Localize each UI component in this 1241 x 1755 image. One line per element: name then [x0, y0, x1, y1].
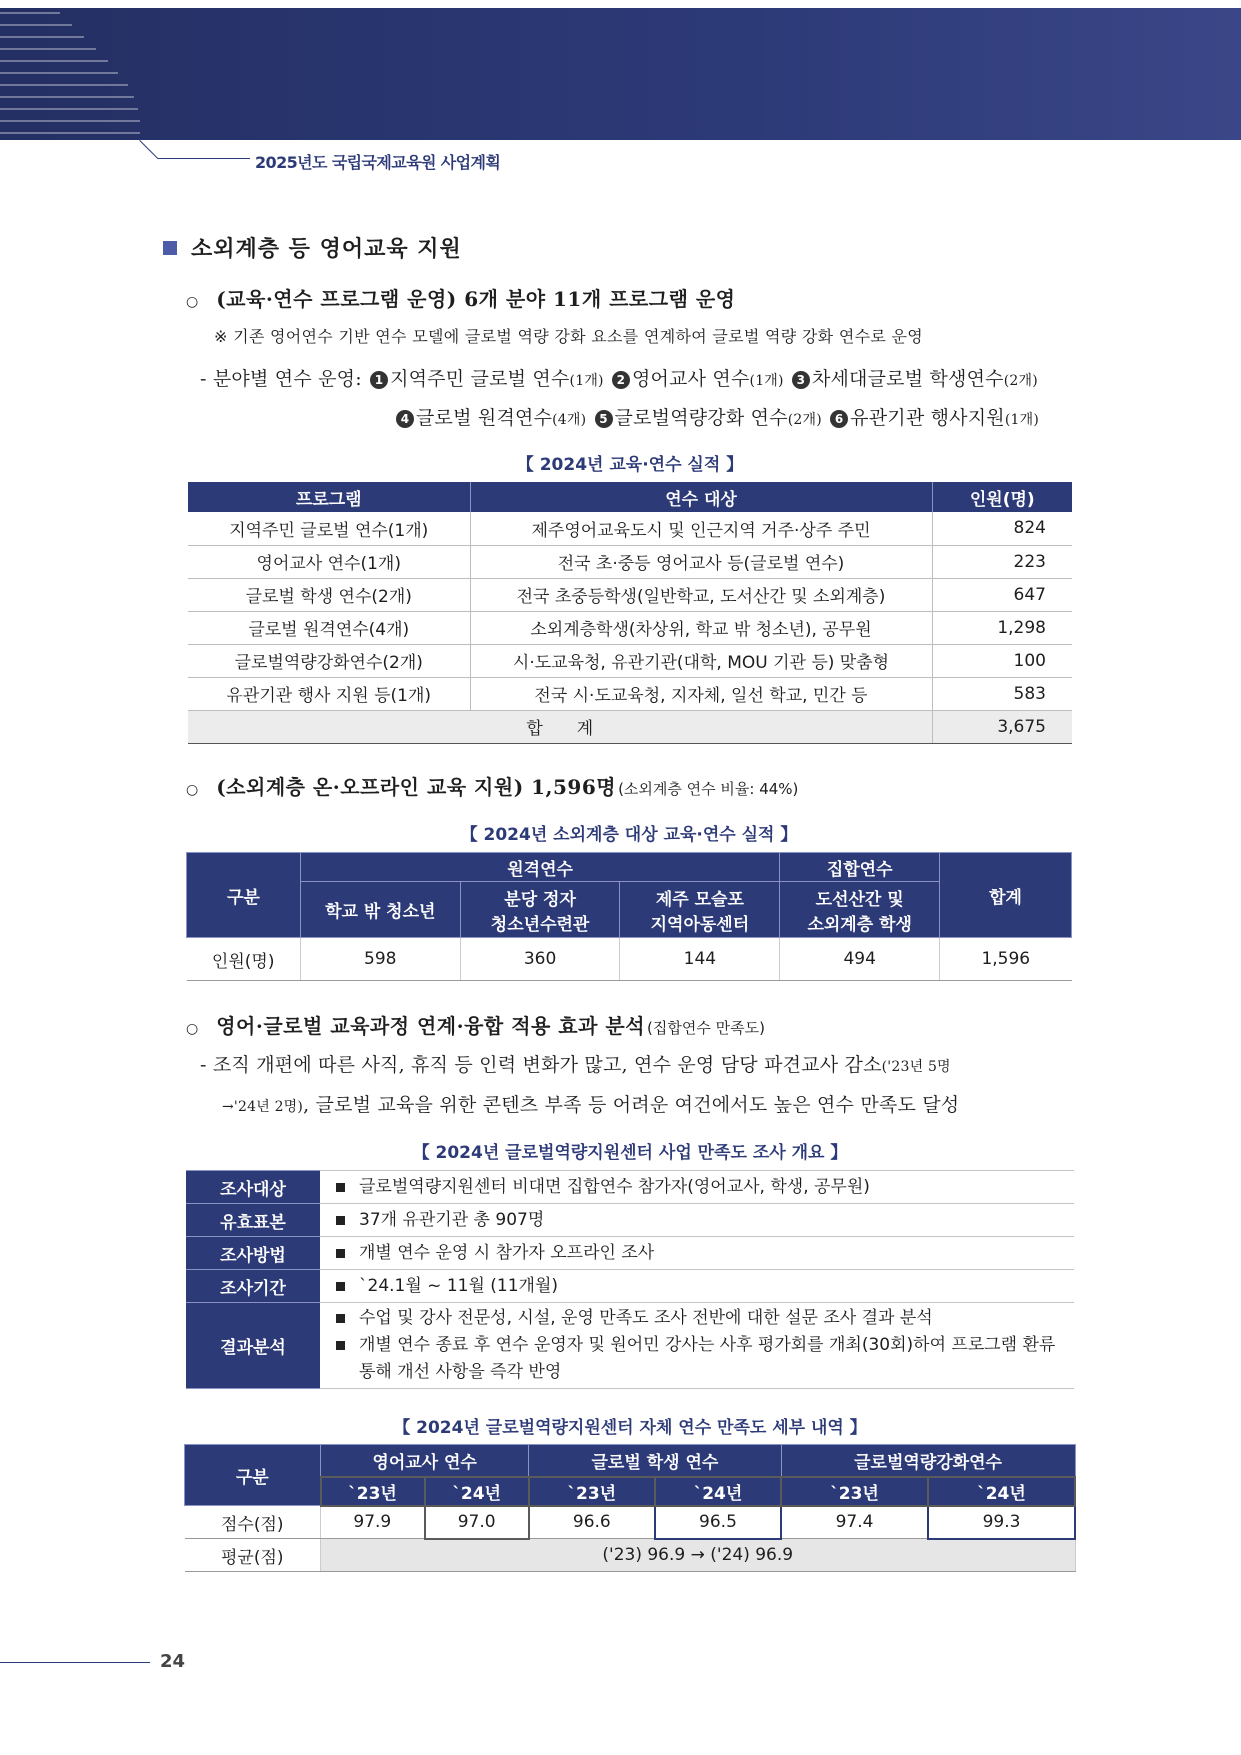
score-cell: 96.5 [655, 1506, 781, 1539]
year-header: `24년 [655, 1477, 781, 1506]
row-label: 점수(점) [185, 1506, 321, 1539]
score-cell: 99.3 [928, 1506, 1075, 1539]
bullet-text: 수업 및 강사 전문성, 시설, 운영 만족도 조사 전반에 대한 설문 조사 결과 분석 [359, 1308, 933, 1328]
col-header-program: 프로그램 [188, 482, 470, 512]
subheader-line: 지역아동센터 [650, 914, 750, 935]
subheader-line: 분당 정자 [504, 889, 576, 910]
table-row [186, 1204, 1074, 1237]
value-cell [320, 1303, 1074, 1389]
training-results-table [188, 482, 1072, 744]
banner-stripe [0, 96, 134, 98]
number-6-icon: 6 [830, 410, 848, 428]
square-bullet-icon [336, 1341, 345, 1350]
subheader-line: 도선산간 및 [815, 889, 904, 910]
subheader-cell [620, 882, 780, 938]
item2-sub: (소외계층 연수 비율: 44%) [618, 780, 799, 798]
row-label: 조사대상 [186, 1171, 320, 1204]
banner-stripe [0, 120, 140, 122]
value-cell: 144 [620, 938, 780, 981]
item1-heading-line [186, 283, 736, 312]
col-header-category: 구분 [187, 853, 301, 938]
program-cell: 유관기관 행사 지원 등(1개) [188, 677, 470, 710]
group-header: 영어교사 연수 [321, 1445, 529, 1477]
item3-sub: (집합연수 만족도) [647, 1019, 765, 1037]
banner-stripe [0, 12, 60, 14]
item1-fields-line2 [394, 403, 1039, 430]
square-bullet-icon [336, 1249, 345, 1258]
section-heading [163, 232, 462, 263]
banner-stripe [0, 36, 84, 38]
item2-heading-line [186, 771, 798, 800]
header-banner [0, 8, 1241, 140]
target-cell: 소외계층학생(차상위, 학교 밖 청소년), 공무원 [470, 611, 932, 644]
table-row [187, 938, 1072, 981]
field-count: (1개) [569, 373, 604, 389]
survey-overview-table [186, 1170, 1074, 1389]
table4-caption: 【 2024년 글로벌역량지원센터 자체 연수 만족도 세부 내역 】 [393, 1418, 867, 1438]
item3-text-small: ('23년 5명 [881, 1059, 951, 1075]
underserved-training-table [186, 852, 1072, 981]
table2-caption: 【 2024년 소외계층 대상 교육·연수 실적 】 [460, 825, 798, 845]
square-bullet-icon [163, 241, 177, 255]
bullet-item [336, 1174, 1074, 1201]
group-header-inperson: 집합연수 [780, 853, 940, 882]
value-cell [320, 1171, 1074, 1204]
banner-stripe [0, 24, 72, 26]
target-cell: 전국 초·중등 영어교사 등(글로벌 연수) [470, 545, 932, 578]
page-header-title: 2025년도 국립국제교육원 사업계획 [255, 153, 501, 172]
circle-bullet-icon: ○ [186, 1021, 199, 1037]
count-cell: 824 [932, 512, 1072, 545]
bullet-text: `24.1월 ~ 11월 (11개월) [359, 1275, 559, 1296]
score-cell: 97.0 [425, 1506, 529, 1539]
value-cell: 494 [780, 938, 940, 981]
year-header: `23년 [529, 1477, 655, 1506]
row-label: 평균(점) [185, 1539, 321, 1572]
square-bullet-icon [336, 1183, 345, 1192]
value-cell [320, 1204, 1074, 1237]
item3-heading-line [186, 1010, 765, 1039]
count-cell: 223 [932, 545, 1072, 578]
field-count: (2개) [1003, 373, 1038, 389]
field-name: 지역주민 글로벌 연수 [390, 368, 570, 390]
year-header: `24년 [425, 1477, 529, 1506]
square-bullet-icon [336, 1314, 345, 1323]
subheader-cell [780, 882, 940, 938]
table-row [188, 512, 1072, 545]
field-count: (1개) [749, 373, 784, 389]
number-4-icon: 4 [396, 410, 414, 428]
table3-caption: 【 2024년 글로벌역량지원센터 사업 만족도 조사 개요 】 [412, 1143, 848, 1163]
field-count: (4개) [552, 412, 587, 428]
row-label: 결과분석 [186, 1303, 320, 1389]
count-cell: 647 [932, 578, 1072, 611]
row-label: 조사기간 [186, 1270, 320, 1303]
field-name: 영어교사 연수 [631, 368, 750, 390]
target-cell: 전국 시·도교육청, 지자체, 일선 학교, 민간 등 [470, 677, 932, 710]
table-row [188, 611, 1072, 644]
average-cell: ('23) 96.9 → ('24) 96.9 [321, 1539, 1076, 1572]
subheader-line: 제주 모슬포 [655, 889, 744, 910]
program-cell: 글로벌 원격연수(4개) [188, 611, 470, 644]
item3-line1 [200, 1050, 951, 1077]
section-title: 소외계층 등 영어교육 지원 [191, 237, 462, 262]
item1-note: ※ 기존 영어연수 기반 연수 모델에 글로벌 역량 강화 요소를 연계하여 글로벌 역량 강화 연수로 운영 [214, 327, 923, 346]
year-header: `23년 [781, 1477, 928, 1506]
value-cell [320, 1237, 1074, 1270]
field-name: 글로벌역량강화 연수 [614, 407, 788, 429]
col-header-count: 인원(명) [932, 482, 1072, 512]
number-5-icon: 5 [595, 410, 613, 428]
circle-bullet-icon: ○ [186, 782, 199, 798]
field-name: 차세대글로벌 학생연수 [811, 368, 1004, 390]
table-row [186, 1237, 1074, 1270]
bullet-item [336, 1207, 1074, 1234]
value-cell [320, 1270, 1074, 1303]
field-name: 유관기관 행사지원 [850, 407, 1005, 429]
number-3-icon: 3 [792, 371, 810, 389]
table-row [188, 578, 1072, 611]
value-cell: 1,596 [940, 938, 1072, 981]
count-cell: 583 [932, 677, 1072, 710]
item3-text-small: →'24년 2명) [222, 1099, 304, 1115]
target-cell: 시·도교육청, 유관기관(대학, MOU 기관 등) 맞춤형 [470, 644, 932, 677]
count-cell: 1,298 [932, 611, 1072, 644]
number-2-icon: 2 [612, 371, 630, 389]
bullet-text: 글로벌역량지원센터 비대면 집합연수 참가자(영어교사, 학생, 공무원) [359, 1176, 870, 1197]
field-name: 글로벌 원격연수 [416, 407, 553, 429]
group-header-remote: 원격연수 [300, 853, 779, 882]
value-cell: 360 [460, 938, 620, 981]
banner-stripe [0, 60, 108, 62]
item3-text: - 조직 개편에 따른 사직, 휴직 등 인력 변화가 많고, 연수 운영 담당 파견교사 감소 [200, 1054, 882, 1076]
subheader-line: 청소년수련관 [490, 914, 590, 935]
group-header: 글로벌역량강화연수 [781, 1445, 1075, 1477]
score-cell: 97.4 [781, 1506, 928, 1539]
item3-heading: 영어·글로벌 교육과정 연계·융합 적용 효과 분석 [216, 1014, 646, 1038]
row-label: 유효표본 [186, 1204, 320, 1237]
program-cell: 글로벌 학생 연수(2개) [188, 578, 470, 611]
bullet-item [336, 1240, 1074, 1267]
item1-heading: (교육·연수 프로그램 운영) 6개 분야 11개 프로그램 운영 [216, 287, 736, 311]
table-row [185, 1539, 1076, 1572]
fields-prefix: - 분야별 연수 운영: [200, 368, 362, 390]
col-header-category: 구분 [185, 1445, 321, 1506]
score-cell: 96.6 [529, 1506, 655, 1539]
target-cell: 전국 초중등학생(일반학교, 도서산간 및 소외계층) [470, 578, 932, 611]
total-label: 합 계 [188, 710, 932, 743]
bullet-text: 37개 유관기관 총 907명 [359, 1209, 545, 1230]
count-cell: 100 [932, 644, 1072, 677]
table-row [188, 545, 1072, 578]
table-row [185, 1506, 1076, 1539]
table-row [186, 1270, 1074, 1303]
page-number: 24 [160, 1651, 186, 1672]
subheader-label: 학교 밖 청소년 [325, 902, 436, 922]
banner-stripe [0, 48, 96, 50]
satisfaction-details-table [184, 1444, 1076, 1572]
bullet-text: 개별 연수 종료 후 연수 운영자 및 원어민 강사는 사후 평가회를 개최(30회)하여 프로그램 환류 통해 개선 사항을 즉각 반영 [359, 1335, 1056, 1382]
col-header-total: 합계 [940, 853, 1072, 938]
square-bullet-icon [336, 1282, 345, 1291]
circle-bullet-icon: ○ [186, 294, 199, 310]
row-label: 인원(명) [187, 938, 301, 981]
header-rule [158, 158, 250, 159]
number-1-icon: 1 [370, 371, 388, 389]
table1-caption: 【 2024년 교육·연수 실적 】 [516, 455, 744, 475]
table-row [186, 1171, 1074, 1204]
program-cell: 영어교사 연수(1개) [188, 545, 470, 578]
subheader-cell [460, 882, 620, 938]
footer-rule [0, 1662, 150, 1663]
item3-text: , 글로벌 교육을 위한 콘텐츠 부족 등 어려운 여건에서도 높은 연수 만족도 달성 [303, 1094, 960, 1116]
square-bullet-icon [336, 1216, 345, 1225]
banner-stripe [0, 132, 140, 134]
banner-stripe [0, 72, 118, 74]
program-cell: 지역주민 글로벌 연수(1개) [188, 512, 470, 545]
item2-heading: (소외계층 온·오프라인 교육 지원) 1,596명 [216, 775, 617, 799]
year-header: `24년 [928, 1477, 1075, 1506]
table-row [188, 677, 1072, 710]
item1-fields-line1 [200, 364, 1038, 391]
col-header-target: 연수 대상 [470, 482, 932, 512]
bullet-item [336, 1332, 1066, 1386]
subheader-cell [300, 882, 460, 938]
banner-stripe [0, 108, 138, 110]
bullet-text: 개별 연수 운영 시 참가자 오프라인 조사 [359, 1242, 655, 1263]
program-cell: 글로벌역량강화연수(2개) [188, 644, 470, 677]
bullet-item [336, 1305, 1066, 1332]
header-rule [139, 140, 158, 159]
year-header: `23년 [321, 1477, 425, 1506]
bullet-item [336, 1273, 1074, 1300]
total-value: 3,675 [932, 710, 1072, 743]
score-cell: 97.9 [321, 1506, 425, 1539]
banner-stripe [0, 84, 128, 86]
field-count: (1개) [1004, 412, 1040, 428]
table-row [186, 1303, 1074, 1389]
field-count: (2개) [787, 412, 822, 428]
table-row [188, 644, 1072, 677]
row-label: 조사방법 [186, 1237, 320, 1270]
value-cell: 598 [300, 938, 460, 981]
subheader-line: 소외계층 학생 [807, 914, 912, 935]
group-header: 글로벌 학생 연수 [529, 1445, 781, 1477]
item3-line2 [222, 1090, 959, 1117]
target-cell: 제주영어교육도시 및 인근지역 거주·상주 주민 [470, 512, 932, 545]
total-row [188, 710, 1072, 743]
